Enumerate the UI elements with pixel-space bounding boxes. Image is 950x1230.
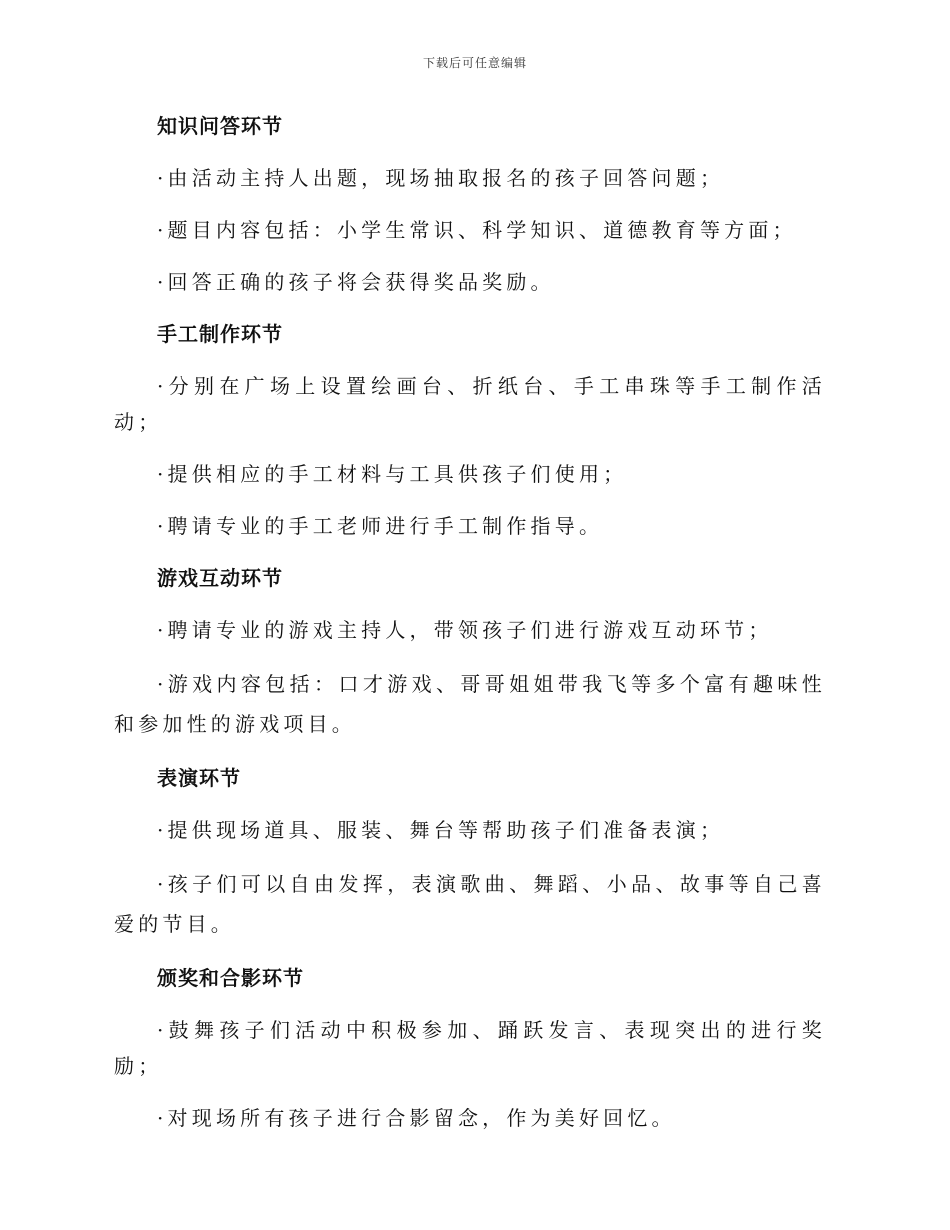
- bullet-item: ·回答正确的孩子将会获得奖品奖励。: [157, 270, 555, 294]
- bullet-item: ·聘请专业的游戏主持人，带领孩子们进行游戏互动环节；: [157, 618, 773, 642]
- section-title-handcraft: 手工制作环节: [157, 322, 283, 346]
- section-title-awards: 颁奖和合影环节: [157, 966, 304, 990]
- page-header: 下载后可任意编辑: [422, 56, 527, 70]
- document-body: [114, 108, 826, 1152]
- bullet-item: ·提供现场道具、服装、舞台等帮助孩子们准备表演；: [157, 818, 725, 842]
- section-title-performance: 表演环节: [157, 766, 241, 790]
- bullet-item: ·由活动主持人出题，现场抽取报名的孩子回答问题；: [157, 166, 725, 190]
- bullet-item: ·孩子们可以自由发挥，表演歌曲、舞蹈、小品、故事等自己喜爱的节目。: [114, 872, 826, 936]
- section-title-quiz: 知识问答环节: [157, 114, 283, 138]
- bullet-item: ·题目内容包括：小学生常识、科学知识、道德教育等方面；: [157, 218, 797, 242]
- bullet-item: ·对现场所有孩子进行合影留念，作为美好回忆。: [157, 1106, 676, 1130]
- bullet-item: ·鼓舞孩子们活动中积极参加、踊跃发言、表现突出的进行奖励；: [114, 1018, 826, 1078]
- section-title-games: 游戏互动环节: [157, 566, 283, 590]
- bullet-item: ·聘请专业的手工老师进行手工制作指导。: [157, 514, 604, 538]
- bullet-item: ·分别在广场上设置绘画台、折纸台、手工串珠等手工制作活动；: [114, 374, 826, 434]
- bullet-item: ·游戏内容包括：口才游戏、哥哥姐姐带我飞等多个富有趣味性和参加性的游戏项目。: [114, 672, 826, 736]
- bullet-item: ·提供相应的手工材料与工具供孩子们使用；: [157, 462, 628, 486]
